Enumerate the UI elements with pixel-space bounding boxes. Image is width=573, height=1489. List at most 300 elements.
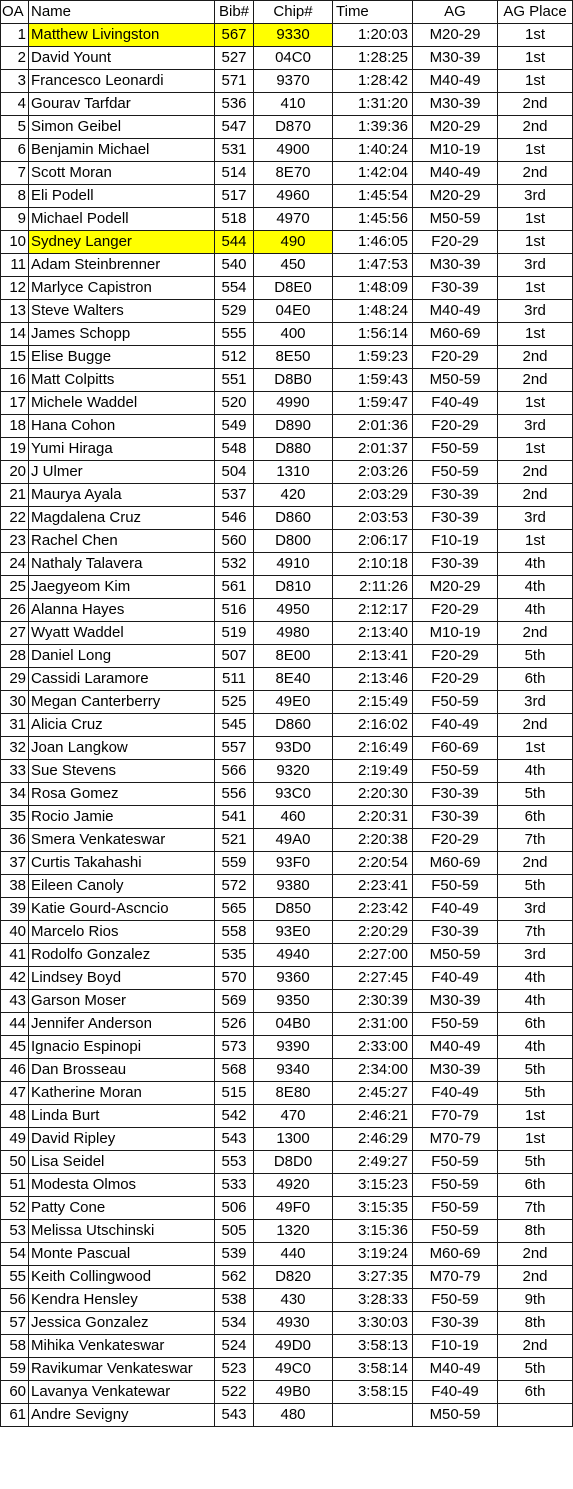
cell-ag-place: 3rd bbox=[498, 691, 573, 714]
cell-time: 2:27:45 bbox=[333, 967, 413, 990]
table-row bbox=[1, 300, 573, 323]
cell-name: Monte Pascual bbox=[29, 1243, 215, 1266]
cell-ag: M40-49 bbox=[413, 70, 498, 93]
cell-ag-place: 1st bbox=[498, 24, 573, 47]
cell-name: Yumi Hiraga bbox=[29, 438, 215, 461]
cell-name: Ignacio Espinopi bbox=[29, 1036, 215, 1059]
cell-oa: 31 bbox=[1, 714, 29, 737]
cell-oa: 52 bbox=[1, 1197, 29, 1220]
cell-bib: 522 bbox=[215, 1381, 254, 1404]
cell-chip: 93D0 bbox=[254, 737, 333, 760]
cell-name: Michele Waddel bbox=[29, 392, 215, 415]
cell-chip: 480 bbox=[254, 1404, 333, 1427]
cell-oa: 9 bbox=[1, 208, 29, 231]
cell-bib: 555 bbox=[215, 323, 254, 346]
cell-time: 3:15:35 bbox=[333, 1197, 413, 1220]
cell-name: Francesco Leonardi bbox=[29, 70, 215, 93]
cell-oa: 47 bbox=[1, 1082, 29, 1105]
cell-oa: 26 bbox=[1, 599, 29, 622]
cell-ag: F50-59 bbox=[413, 438, 498, 461]
table-row bbox=[1, 1358, 573, 1381]
cell-ag: F30-39 bbox=[413, 1312, 498, 1335]
cell-bib: 518 bbox=[215, 208, 254, 231]
table-row bbox=[1, 47, 573, 70]
table-row bbox=[1, 1381, 573, 1404]
cell-oa: 27 bbox=[1, 622, 29, 645]
cell-ag: M20-29 bbox=[413, 576, 498, 599]
cell-ag: M70-79 bbox=[413, 1128, 498, 1151]
cell-ag-place: 3rd bbox=[498, 415, 573, 438]
cell-time: 3:28:33 bbox=[333, 1289, 413, 1312]
cell-name: James Schopp bbox=[29, 323, 215, 346]
cell-ag-place: 9th bbox=[498, 1289, 573, 1312]
cell-time: 2:20:29 bbox=[333, 921, 413, 944]
cell-oa: 5 bbox=[1, 116, 29, 139]
cell-name: Daniel Long bbox=[29, 645, 215, 668]
cell-time: 2:13:46 bbox=[333, 668, 413, 691]
cell-oa: 49 bbox=[1, 1128, 29, 1151]
cell-time: 3:15:36 bbox=[333, 1220, 413, 1243]
cell-time: 3:58:13 bbox=[333, 1335, 413, 1358]
cell-chip: 93E0 bbox=[254, 921, 333, 944]
cell-bib: 546 bbox=[215, 507, 254, 530]
cell-ag-place: 1st bbox=[498, 392, 573, 415]
cell-oa: 28 bbox=[1, 645, 29, 668]
table-row bbox=[1, 1312, 573, 1335]
cell-ag: M40-49 bbox=[413, 162, 498, 185]
cell-ag-place: 1st bbox=[498, 277, 573, 300]
cell-oa: 54 bbox=[1, 1243, 29, 1266]
cell-chip: 49A0 bbox=[254, 829, 333, 852]
cell-oa: 38 bbox=[1, 875, 29, 898]
cell-chip: 9320 bbox=[254, 760, 333, 783]
cell-ag-place: 5th bbox=[498, 875, 573, 898]
cell-ag: M50-59 bbox=[413, 1404, 498, 1427]
cell-ag: F50-59 bbox=[413, 691, 498, 714]
cell-time: 1:56:14 bbox=[333, 323, 413, 346]
cell-oa: 32 bbox=[1, 737, 29, 760]
cell-oa: 40 bbox=[1, 921, 29, 944]
cell-time: 2:27:00 bbox=[333, 944, 413, 967]
cell-chip: 8E70 bbox=[254, 162, 333, 185]
cell-bib: 525 bbox=[215, 691, 254, 714]
cell-time: 2:31:00 bbox=[333, 1013, 413, 1036]
cell-ag-place: 4th bbox=[498, 967, 573, 990]
cell-ag: F20-29 bbox=[413, 231, 498, 254]
table-row bbox=[1, 1059, 573, 1082]
cell-ag-place bbox=[498, 1404, 573, 1427]
cell-oa: 45 bbox=[1, 1036, 29, 1059]
cell-name: Maurya Ayala bbox=[29, 484, 215, 507]
cell-oa: 23 bbox=[1, 530, 29, 553]
cell-ag: F50-59 bbox=[413, 461, 498, 484]
table-row bbox=[1, 461, 573, 484]
cell-name: Rosa Gomez bbox=[29, 783, 215, 806]
cell-bib: 545 bbox=[215, 714, 254, 737]
table-row bbox=[1, 70, 573, 93]
table-row bbox=[1, 484, 573, 507]
cell-ag-place: 4th bbox=[498, 1036, 573, 1059]
cell-time: 2:13:41 bbox=[333, 645, 413, 668]
cell-chip: D8B0 bbox=[254, 369, 333, 392]
cell-bib: 512 bbox=[215, 346, 254, 369]
cell-chip: D850 bbox=[254, 898, 333, 921]
cell-oa: 50 bbox=[1, 1151, 29, 1174]
cell-chip: 49F0 bbox=[254, 1197, 333, 1220]
cell-ag: F60-69 bbox=[413, 737, 498, 760]
cell-bib: 536 bbox=[215, 93, 254, 116]
cell-chip: 04B0 bbox=[254, 1013, 333, 1036]
cell-time: 1:28:25 bbox=[333, 47, 413, 70]
cell-oa: 58 bbox=[1, 1335, 29, 1358]
table-row bbox=[1, 208, 573, 231]
cell-bib: 523 bbox=[215, 1358, 254, 1381]
cell-ag-place: 6th bbox=[498, 806, 573, 829]
cell-ag-place: 1st bbox=[498, 1128, 573, 1151]
cell-time: 2:13:40 bbox=[333, 622, 413, 645]
cell-time: 2:11:26 bbox=[333, 576, 413, 599]
cell-bib: 547 bbox=[215, 116, 254, 139]
table-row bbox=[1, 1082, 573, 1105]
cell-bib: 562 bbox=[215, 1266, 254, 1289]
table-row bbox=[1, 530, 573, 553]
cell-name: Magdalena Cruz bbox=[29, 507, 215, 530]
table-row bbox=[1, 1404, 573, 1427]
cell-oa: 25 bbox=[1, 576, 29, 599]
cell-ag: F20-29 bbox=[413, 599, 498, 622]
cell-ag-place: 2nd bbox=[498, 346, 573, 369]
cell-name: Steve Walters bbox=[29, 300, 215, 323]
cell-name: Benjamin Michael bbox=[29, 139, 215, 162]
cell-name: Elise Bugge bbox=[29, 346, 215, 369]
cell-name: Katherine Moran bbox=[29, 1082, 215, 1105]
table-row bbox=[1, 346, 573, 369]
cell-time: 1:45:56 bbox=[333, 208, 413, 231]
cell-bib: 558 bbox=[215, 921, 254, 944]
table-row bbox=[1, 967, 573, 990]
cell-chip: 04C0 bbox=[254, 47, 333, 70]
cell-chip: 8E00 bbox=[254, 645, 333, 668]
cell-ag-place: 8th bbox=[498, 1312, 573, 1335]
cell-ag-place: 2nd bbox=[498, 484, 573, 507]
cell-time: 1:47:53 bbox=[333, 254, 413, 277]
cell-ag: M10-19 bbox=[413, 622, 498, 645]
cell-ag: M60-69 bbox=[413, 323, 498, 346]
cell-chip: 9340 bbox=[254, 1059, 333, 1082]
table-row bbox=[1, 277, 573, 300]
cell-time: 2:03:29 bbox=[333, 484, 413, 507]
table-row bbox=[1, 369, 573, 392]
cell-name: Alicia Cruz bbox=[29, 714, 215, 737]
cell-bib: 573 bbox=[215, 1036, 254, 1059]
cell-time: 1:28:42 bbox=[333, 70, 413, 93]
cell-oa: 39 bbox=[1, 898, 29, 921]
cell-time: 2:23:41 bbox=[333, 875, 413, 898]
cell-oa: 20 bbox=[1, 461, 29, 484]
table-row bbox=[1, 231, 573, 254]
cell-ag: F30-39 bbox=[413, 484, 498, 507]
cell-chip: 9360 bbox=[254, 967, 333, 990]
cell-ag: F40-49 bbox=[413, 898, 498, 921]
cell-name: Rocio Jamie bbox=[29, 806, 215, 829]
cell-name: Wyatt Waddel bbox=[29, 622, 215, 645]
cell-ag: F30-39 bbox=[413, 507, 498, 530]
cell-ag: M50-59 bbox=[413, 944, 498, 967]
cell-ag: M30-39 bbox=[413, 93, 498, 116]
cell-oa: 18 bbox=[1, 415, 29, 438]
cell-ag-place: 5th bbox=[498, 783, 573, 806]
cell-ag: M30-39 bbox=[413, 1059, 498, 1082]
cell-ag: F30-39 bbox=[413, 921, 498, 944]
cell-time: 1:31:20 bbox=[333, 93, 413, 116]
cell-ag: M40-49 bbox=[413, 1358, 498, 1381]
cell-time: 2:30:39 bbox=[333, 990, 413, 1013]
cell-ag: F50-59 bbox=[413, 1174, 498, 1197]
cell-chip: 4970 bbox=[254, 208, 333, 231]
cell-name: Megan Canterberry bbox=[29, 691, 215, 714]
header-ag: AG bbox=[413, 1, 498, 24]
cell-bib: 537 bbox=[215, 484, 254, 507]
cell-ag: F50-59 bbox=[413, 875, 498, 898]
cell-name: Kendra Hensley bbox=[29, 1289, 215, 1312]
cell-time: 2:03:53 bbox=[333, 507, 413, 530]
cell-name: Marlyce Capistron bbox=[29, 277, 215, 300]
cell-time: 3:19:24 bbox=[333, 1243, 413, 1266]
cell-ag: F50-59 bbox=[413, 1013, 498, 1036]
cell-time: 3:27:35 bbox=[333, 1266, 413, 1289]
cell-oa: 11 bbox=[1, 254, 29, 277]
cell-ag: M60-69 bbox=[413, 852, 498, 875]
table-row bbox=[1, 438, 573, 461]
cell-ag-place: 8th bbox=[498, 1220, 573, 1243]
cell-oa: 2 bbox=[1, 47, 29, 70]
cell-name: Michael Podell bbox=[29, 208, 215, 231]
cell-oa: 4 bbox=[1, 93, 29, 116]
cell-name: Adam Steinbrenner bbox=[29, 254, 215, 277]
cell-name: Eli Podell bbox=[29, 185, 215, 208]
cell-oa: 12 bbox=[1, 277, 29, 300]
cell-bib: 570 bbox=[215, 967, 254, 990]
table-row bbox=[1, 1151, 573, 1174]
cell-ag: F20-29 bbox=[413, 346, 498, 369]
table-row bbox=[1, 645, 573, 668]
cell-name: Dan Brosseau bbox=[29, 1059, 215, 1082]
cell-time: 2:45:27 bbox=[333, 1082, 413, 1105]
cell-bib: 520 bbox=[215, 392, 254, 415]
cell-chip: D800 bbox=[254, 530, 333, 553]
table-row bbox=[1, 116, 573, 139]
cell-ag-place: 2nd bbox=[498, 162, 573, 185]
cell-chip: 4980 bbox=[254, 622, 333, 645]
table-row bbox=[1, 24, 573, 47]
cell-ag-place: 7th bbox=[498, 921, 573, 944]
cell-chip: 9370 bbox=[254, 70, 333, 93]
cell-chip: 9330 bbox=[254, 24, 333, 47]
cell-ag-place: 2nd bbox=[498, 461, 573, 484]
cell-time: 1:20:03 bbox=[333, 24, 413, 47]
cell-bib: 521 bbox=[215, 829, 254, 852]
table-row bbox=[1, 576, 573, 599]
table-row bbox=[1, 737, 573, 760]
cell-chip: 8E50 bbox=[254, 346, 333, 369]
cell-oa: 46 bbox=[1, 1059, 29, 1082]
cell-time bbox=[333, 1404, 413, 1427]
cell-chip: D870 bbox=[254, 116, 333, 139]
cell-ag: F40-49 bbox=[413, 1082, 498, 1105]
cell-chip: D890 bbox=[254, 415, 333, 438]
cell-time: 2:20:54 bbox=[333, 852, 413, 875]
cell-bib: 541 bbox=[215, 806, 254, 829]
cell-ag-place: 2nd bbox=[498, 369, 573, 392]
cell-bib: 559 bbox=[215, 852, 254, 875]
cell-bib: 507 bbox=[215, 645, 254, 668]
cell-ag-place: 1st bbox=[498, 139, 573, 162]
cell-time: 2:20:38 bbox=[333, 829, 413, 852]
cell-bib: 511 bbox=[215, 668, 254, 691]
cell-bib: 561 bbox=[215, 576, 254, 599]
cell-name: Linda Burt bbox=[29, 1105, 215, 1128]
cell-name: Melissa Utschinski bbox=[29, 1220, 215, 1243]
cell-oa: 6 bbox=[1, 139, 29, 162]
cell-bib: 527 bbox=[215, 47, 254, 70]
cell-chip: 4950 bbox=[254, 599, 333, 622]
cell-ag: M50-59 bbox=[413, 369, 498, 392]
cell-ag: M30-39 bbox=[413, 990, 498, 1013]
cell-bib: 571 bbox=[215, 70, 254, 93]
cell-oa: 13 bbox=[1, 300, 29, 323]
table-row bbox=[1, 1197, 573, 1220]
table-row bbox=[1, 806, 573, 829]
cell-ag-place: 6th bbox=[498, 1174, 573, 1197]
cell-oa: 53 bbox=[1, 1220, 29, 1243]
cell-oa: 42 bbox=[1, 967, 29, 990]
cell-chip: 4960 bbox=[254, 185, 333, 208]
cell-time: 2:01:37 bbox=[333, 438, 413, 461]
cell-time: 2:23:42 bbox=[333, 898, 413, 921]
table-row bbox=[1, 1036, 573, 1059]
cell-oa: 10 bbox=[1, 231, 29, 254]
cell-oa: 29 bbox=[1, 668, 29, 691]
cell-chip: 8E40 bbox=[254, 668, 333, 691]
cell-name: Ravikumar Venkateswar bbox=[29, 1358, 215, 1381]
cell-chip: 4920 bbox=[254, 1174, 333, 1197]
cell-ag-place: 6th bbox=[498, 1381, 573, 1404]
cell-oa: 19 bbox=[1, 438, 29, 461]
cell-ag-place: 2nd bbox=[498, 714, 573, 737]
cell-time: 1:40:24 bbox=[333, 139, 413, 162]
cell-chip: D8D0 bbox=[254, 1151, 333, 1174]
cell-chip: 430 bbox=[254, 1289, 333, 1312]
table-row bbox=[1, 415, 573, 438]
cell-time: 2:20:30 bbox=[333, 783, 413, 806]
cell-time: 1:46:05 bbox=[333, 231, 413, 254]
cell-ag: F20-29 bbox=[413, 668, 498, 691]
cell-bib: 554 bbox=[215, 277, 254, 300]
cell-oa: 51 bbox=[1, 1174, 29, 1197]
cell-time: 2:16:49 bbox=[333, 737, 413, 760]
cell-name: David Yount bbox=[29, 47, 215, 70]
cell-bib: 526 bbox=[215, 1013, 254, 1036]
cell-ag: F20-29 bbox=[413, 415, 498, 438]
cell-bib: 506 bbox=[215, 1197, 254, 1220]
cell-ag: F50-59 bbox=[413, 1151, 498, 1174]
cell-ag: F30-39 bbox=[413, 783, 498, 806]
cell-ag-place: 3rd bbox=[498, 507, 573, 530]
table-row bbox=[1, 1128, 573, 1151]
cell-oa: 35 bbox=[1, 806, 29, 829]
cell-ag-place: 5th bbox=[498, 1082, 573, 1105]
cell-ag: M40-49 bbox=[413, 1036, 498, 1059]
cell-chip: D810 bbox=[254, 576, 333, 599]
cell-chip: 8E80 bbox=[254, 1082, 333, 1105]
cell-name: Modesta Olmos bbox=[29, 1174, 215, 1197]
cell-time: 1:42:04 bbox=[333, 162, 413, 185]
table-row bbox=[1, 139, 573, 162]
cell-bib: 565 bbox=[215, 898, 254, 921]
cell-name: Scott Moran bbox=[29, 162, 215, 185]
cell-chip: D8E0 bbox=[254, 277, 333, 300]
cell-name: Nathaly Talavera bbox=[29, 553, 215, 576]
cell-name: Patty Cone bbox=[29, 1197, 215, 1220]
table-row bbox=[1, 507, 573, 530]
cell-chip: 49B0 bbox=[254, 1381, 333, 1404]
table-row bbox=[1, 254, 573, 277]
cell-ag: M20-29 bbox=[413, 24, 498, 47]
cell-ag: M50-59 bbox=[413, 208, 498, 231]
cell-time: 3:30:03 bbox=[333, 1312, 413, 1335]
cell-name: Smera Venkateswar bbox=[29, 829, 215, 852]
header-oa: OA bbox=[1, 1, 29, 24]
table-row bbox=[1, 185, 573, 208]
cell-ag-place: 1st bbox=[498, 530, 573, 553]
cell-ag-place: 4th bbox=[498, 576, 573, 599]
cell-chip: D860 bbox=[254, 714, 333, 737]
cell-bib: 519 bbox=[215, 622, 254, 645]
cell-ag-place: 2nd bbox=[498, 852, 573, 875]
cell-ag-place: 3rd bbox=[498, 898, 573, 921]
cell-chip: 49C0 bbox=[254, 1358, 333, 1381]
cell-time: 1:39:36 bbox=[333, 116, 413, 139]
table-row bbox=[1, 392, 573, 415]
cell-name: Lisa Seidel bbox=[29, 1151, 215, 1174]
cell-ag-place: 6th bbox=[498, 1013, 573, 1036]
cell-name: Garson Moser bbox=[29, 990, 215, 1013]
cell-chip: 410 bbox=[254, 93, 333, 116]
cell-ag: F20-29 bbox=[413, 829, 498, 852]
cell-bib: 524 bbox=[215, 1335, 254, 1358]
cell-name: Katie Gourd-Ascncio bbox=[29, 898, 215, 921]
cell-time: 1:59:23 bbox=[333, 346, 413, 369]
cell-oa: 57 bbox=[1, 1312, 29, 1335]
cell-oa: 36 bbox=[1, 829, 29, 852]
cell-chip: 93F0 bbox=[254, 852, 333, 875]
cell-name: Matthew Livingston bbox=[29, 24, 215, 47]
cell-chip: 4990 bbox=[254, 392, 333, 415]
cell-chip: 490 bbox=[254, 231, 333, 254]
cell-ag: F30-39 bbox=[413, 806, 498, 829]
cell-ag-place: 3rd bbox=[498, 300, 573, 323]
cell-oa: 24 bbox=[1, 553, 29, 576]
cell-bib: 543 bbox=[215, 1128, 254, 1151]
cell-ag: M20-29 bbox=[413, 116, 498, 139]
cell-bib: 560 bbox=[215, 530, 254, 553]
cell-name: J Ulmer bbox=[29, 461, 215, 484]
cell-bib: 533 bbox=[215, 1174, 254, 1197]
cell-oa: 48 bbox=[1, 1105, 29, 1128]
cell-oa: 60 bbox=[1, 1381, 29, 1404]
cell-bib: 542 bbox=[215, 1105, 254, 1128]
cell-bib: 551 bbox=[215, 369, 254, 392]
